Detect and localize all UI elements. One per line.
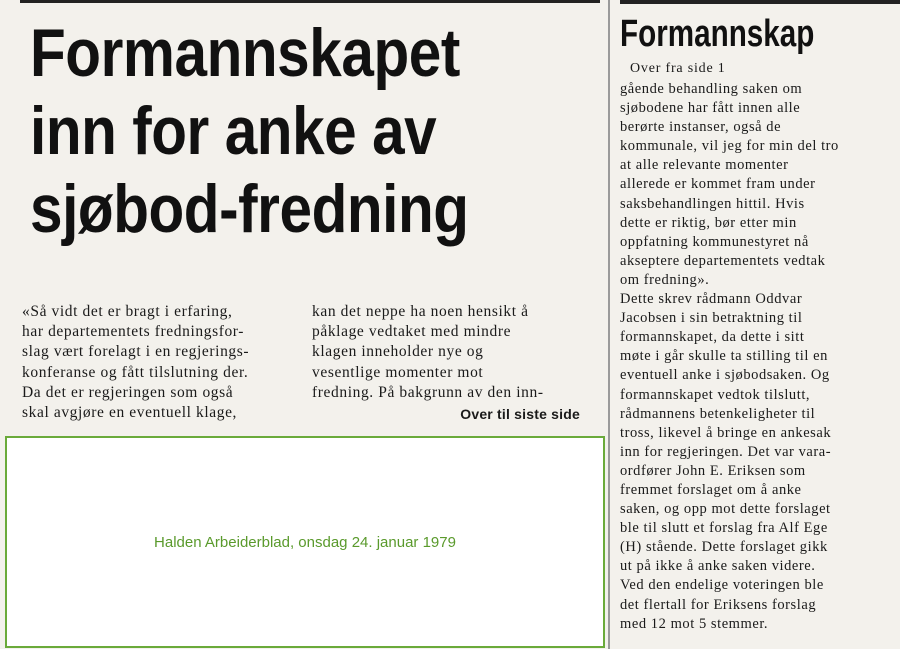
continued-column bbox=[620, 80, 890, 634]
continued-line: ble til slutt et forslag fra Alf Ege bbox=[620, 520, 828, 537]
continued-line: akseptere departementets vedtak bbox=[620, 252, 826, 269]
continued-line: gående behandling saken om bbox=[620, 81, 803, 97]
article-line: slag vært forelagt i en regjerings- bbox=[22, 343, 250, 361]
article-line: konferanse og fått tilslutning der. bbox=[22, 363, 249, 381]
article-line: Da det er regjeringen som også bbox=[22, 383, 234, 401]
article-column-2 bbox=[312, 302, 580, 424]
top-rule bbox=[20, 0, 600, 3]
article-line: «Så vidt det er bragt i erfaring, bbox=[22, 303, 233, 320]
continued-line: berørte instanser, også de bbox=[620, 119, 782, 136]
article-line: klagen inneholder nye og bbox=[312, 343, 484, 361]
continued-line: (H) stående. Dette forslaget gikk bbox=[620, 539, 828, 556]
continued-line: Dette skrev rådmann Oddvar bbox=[620, 291, 803, 308]
continued-line: allerede er kommet fram under bbox=[620, 176, 816, 193]
continued-line: fremmet forslaget om å anke bbox=[620, 481, 802, 498]
article-line: har departementets fredningsfor- bbox=[22, 323, 245, 341]
continued-line: om fredning». bbox=[620, 271, 710, 288]
source-caption: Halden Arbeiderblad, onsdag 24. januar 1979 bbox=[154, 533, 456, 551]
continued-line: eventuell anke i sjøbodsaken. Og bbox=[620, 367, 830, 384]
article-line: kan det neppe ha noen hensikt å bbox=[312, 303, 529, 320]
headline-line: inn for anke av bbox=[30, 93, 437, 169]
continued-line: kommunale, vil jeg for min del tro bbox=[620, 138, 839, 155]
continued-line: med 12 mot 5 stemmer. bbox=[620, 615, 769, 632]
article-line: vesentlige momenter mot bbox=[312, 363, 484, 381]
continued-line: Ved den endelige voteringen ble bbox=[620, 577, 824, 594]
continuation-note: Over til siste side bbox=[460, 406, 580, 423]
continued-subhead: Over fra side 1 bbox=[630, 61, 726, 76]
continued-line: ut på ikke å anke saken videre. bbox=[620, 558, 816, 575]
top-rule-right bbox=[620, 0, 900, 4]
source-caption-box bbox=[5, 436, 605, 648]
continued-line: dette er riktig, bør etter min bbox=[620, 214, 797, 231]
article-column-1 bbox=[22, 302, 292, 423]
continued-line: ordfører John E. Eriksen som bbox=[620, 462, 806, 479]
continued-line: tross, likevel å bringe en ankesak bbox=[620, 424, 832, 441]
continued-line: det flertall for Eriksens forslag bbox=[620, 596, 817, 613]
continued-line: saken, og opp mot dette forslaget bbox=[620, 501, 831, 518]
continued-line: møte i går skulle ta stilling til en bbox=[620, 348, 828, 365]
article-line: påklage vedtaket med mindre bbox=[312, 323, 512, 341]
continued-line: sjøbodene har fått innen alle bbox=[620, 100, 801, 117]
main-headline bbox=[30, 14, 520, 248]
article-line: fredning. På bakgrunn av den inn- bbox=[312, 383, 544, 401]
article-line: skal avgjøre en eventuell klage, bbox=[22, 404, 238, 422]
continued-headline: Formannskap bbox=[620, 13, 815, 55]
headline-line: Formannskapet bbox=[30, 15, 460, 91]
continued-line: formannskapet, da dette i sitt bbox=[620, 329, 805, 346]
headline-line: sjøbod-fredning bbox=[30, 171, 469, 247]
continued-line: formannskapet vedtok tilslutt, bbox=[620, 386, 811, 403]
continued-line: at alle relevante momenter bbox=[620, 157, 789, 174]
continued-line: saksbehandlingen hittil. Hvis bbox=[620, 195, 805, 212]
continued-line: Jacobsen i sin betraktning til bbox=[620, 310, 803, 327]
continued-line: oppfatning kommunestyret nå bbox=[620, 233, 809, 250]
continued-line: inn for regjeringen. Det var vara- bbox=[620, 443, 832, 460]
column-divider bbox=[608, 0, 610, 649]
continued-line: rådmannens betenkeligheter til bbox=[620, 405, 816, 422]
